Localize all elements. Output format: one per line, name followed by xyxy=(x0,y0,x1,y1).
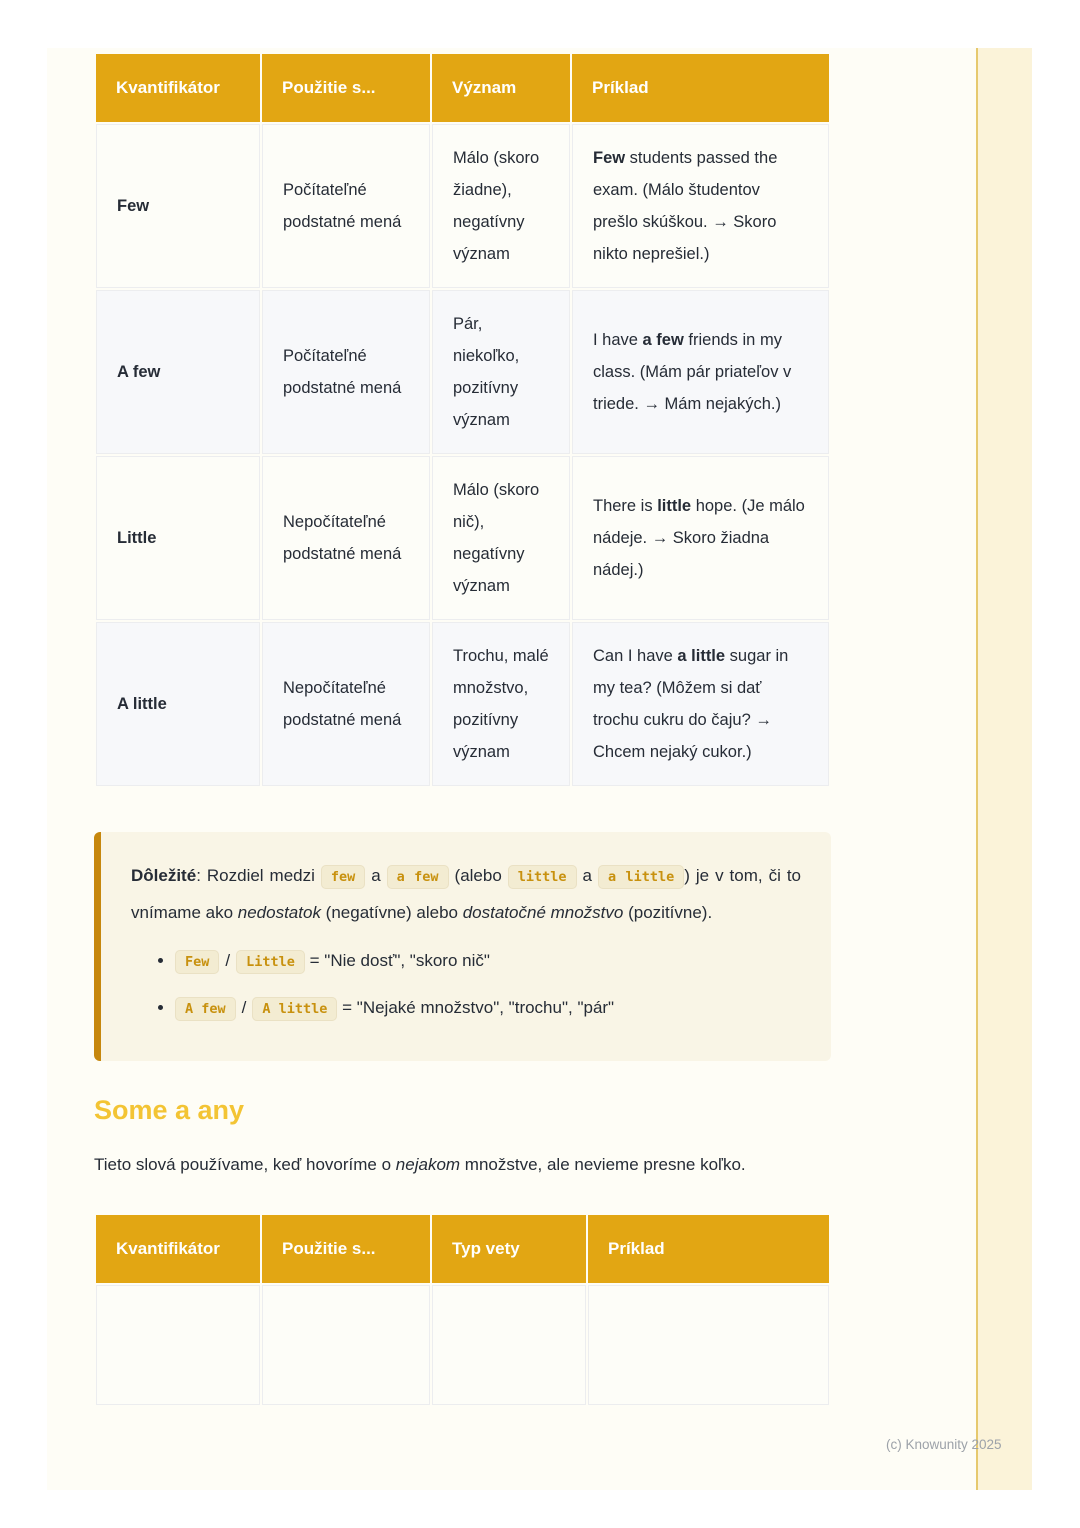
intro-text: Tieto slová používame, keď hovoríme o xyxy=(94,1155,396,1174)
note-paragraph xyxy=(131,858,801,931)
section-heading-some-a-any: Some a any xyxy=(94,1095,245,1125)
example-text: students passed the exam. (Málo študentov prešlo skúškou. → Skoro nikto neprešiel.) xyxy=(593,149,778,263)
table-row-little xyxy=(96,456,829,620)
page-side-strip xyxy=(976,48,1032,1490)
quantifier-table-few-little xyxy=(94,52,831,788)
inline-code-a-little: A little xyxy=(252,997,337,1021)
header-cell-vyznam: Význam xyxy=(432,54,570,122)
term-cell xyxy=(96,1285,260,1405)
term-cell: Little xyxy=(96,456,260,620)
note-label: Dôležité xyxy=(131,866,197,885)
inline-code-little: Little xyxy=(236,950,305,974)
meaning-cell: Trochu, malé množstvo, pozitívny význam xyxy=(432,622,570,786)
note-text: : Rozdiel medzi xyxy=(196,866,321,885)
document-page xyxy=(47,48,1032,1490)
note-text: (negatívne) alebo xyxy=(320,903,463,922)
note-box xyxy=(94,832,831,1061)
note-bullet-item xyxy=(175,943,801,980)
header-cell-kvantifikator: Kvantifikátor xyxy=(96,54,260,122)
table-row-clipped xyxy=(96,1285,829,1405)
example-cell xyxy=(572,124,829,288)
slash-separator: / xyxy=(241,998,247,1017)
meaning-cell: Málo (skoro žiadne), negatívny význam xyxy=(432,124,570,288)
copyright-watermark: (c) Knowunity 2025 xyxy=(886,1437,1002,1452)
inline-code-little: little xyxy=(508,865,577,889)
table-row-few xyxy=(96,124,829,288)
inline-code-a-little: a little xyxy=(598,865,684,889)
inline-code-a-few: a few xyxy=(387,865,449,889)
header-cell-priklad: Príklad xyxy=(588,1215,829,1283)
meaning-cell: Pár, niekoľko, pozitívny význam xyxy=(432,290,570,454)
usage-cell: Počítateľné podstatné mená xyxy=(262,124,430,288)
header-cell-typ-vety: Typ vety xyxy=(432,1215,586,1283)
section-intro-paragraph xyxy=(94,1148,831,1181)
inline-code-few: few xyxy=(321,865,365,889)
note-bullet-list xyxy=(131,943,801,1027)
table-row-a-few xyxy=(96,290,829,454)
page-content xyxy=(94,52,831,1407)
term-cell: A few xyxy=(96,290,260,454)
table-header-row xyxy=(96,1215,829,1283)
example-cell xyxy=(572,290,829,454)
sentence-type-cell xyxy=(432,1285,586,1405)
example-bold-term: little xyxy=(657,497,692,515)
inline-code-a-few: A few xyxy=(175,997,236,1021)
usage-cell: Počítateľné podstatné mená xyxy=(262,290,430,454)
usage-cell: Nepočítateľné podstatné mená xyxy=(262,622,430,786)
table-row-a-little xyxy=(96,622,829,786)
example-cell xyxy=(588,1285,829,1405)
example-text: sugar in my tea? (Môžem si dať trochu cukru do čaju? → Chcem nejaký cukor.) xyxy=(593,647,789,761)
table-header-row xyxy=(96,54,829,122)
header-cell-priklad: Príklad xyxy=(572,54,829,122)
example-text: hope. (Je málo nádeje. → Skoro žiadna nádej.) xyxy=(593,497,805,579)
inline-code-few: Few xyxy=(175,950,219,974)
note-text: ) je v tom, či to vnímame ako xyxy=(131,866,802,922)
usage-cell: Nepočítateľné podstatné mená xyxy=(262,456,430,620)
example-text: friends in my class. (Mám pár priateľov v triede. → Mám nejakých.) xyxy=(593,331,792,413)
example-text: There is xyxy=(593,497,658,515)
bullet-text: = "Nejaké množstvo", "trochu", "pár" xyxy=(337,998,615,1017)
note-text: a xyxy=(576,866,598,885)
note-italic: nedostatok xyxy=(237,903,321,922)
intro-italic: nejakom xyxy=(395,1155,461,1174)
note-bullet-item xyxy=(175,990,801,1027)
usage-cell xyxy=(262,1285,430,1405)
meaning-cell: Málo (skoro nič), negatívny význam xyxy=(432,456,570,620)
header-cell-pouzitie: Použitie s... xyxy=(262,1215,430,1283)
header-cell-pouzitie: Použitie s... xyxy=(262,54,430,122)
term-cell: A little xyxy=(96,622,260,786)
example-text: Can I have xyxy=(593,647,678,665)
example-cell xyxy=(572,622,829,786)
slash-separator: / xyxy=(225,951,231,970)
example-bold-term: a little xyxy=(677,647,726,665)
note-italic: dostatočné množstvo xyxy=(462,903,624,922)
intro-text: množstve, ale nevieme presne koľko. xyxy=(460,1155,746,1174)
note-text: (pozitívne). xyxy=(623,903,713,922)
example-bold-term: Few xyxy=(593,149,626,167)
note-text: (alebo xyxy=(448,866,508,885)
header-cell-kvantifikator: Kvantifikátor xyxy=(96,1215,260,1283)
note-text: a xyxy=(365,866,387,885)
term-cell: Few xyxy=(96,124,260,288)
example-text: I have xyxy=(593,331,643,349)
bullet-text: = "Nie dosť", "skoro nič" xyxy=(304,951,490,970)
example-bold-term: a few xyxy=(642,331,684,349)
example-cell xyxy=(572,456,829,620)
quantifier-table-some-any xyxy=(94,1213,831,1407)
